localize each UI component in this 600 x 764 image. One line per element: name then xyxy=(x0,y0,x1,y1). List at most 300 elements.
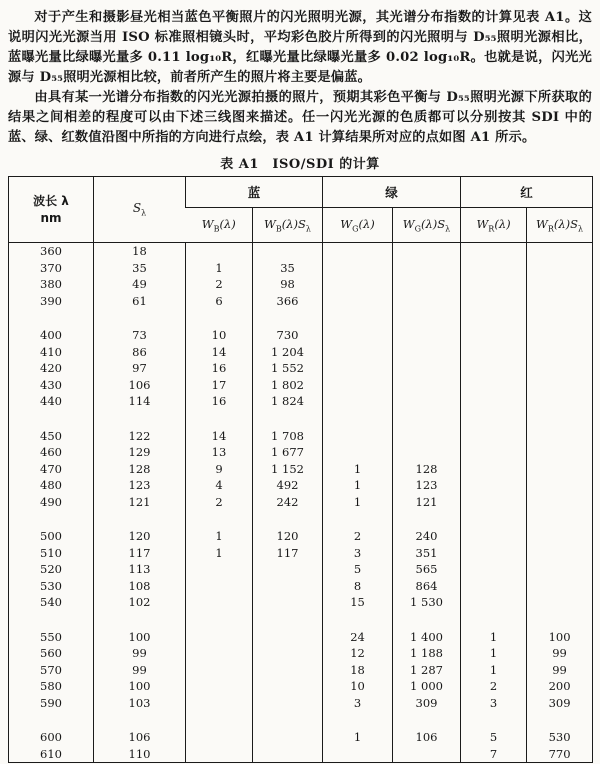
table-cell: 123 xyxy=(94,477,186,494)
table-cell: 380 xyxy=(40,277,62,292)
table-cell: 1 xyxy=(323,461,393,478)
table-cell: 99 xyxy=(94,662,186,679)
table-cell xyxy=(527,578,593,595)
table-cell xyxy=(393,327,461,344)
table-cell: 5 xyxy=(323,561,393,578)
table-row xyxy=(9,344,593,361)
table-cell xyxy=(393,444,461,461)
table-row xyxy=(9,428,593,445)
table-cell xyxy=(94,611,186,629)
table-cell: 3 xyxy=(323,695,393,712)
table-cell: 106 xyxy=(393,729,461,746)
table-cell: 113 xyxy=(94,561,186,578)
column-header: $W_B(\lambda)$ xyxy=(186,208,253,243)
table-cell: 610 xyxy=(40,746,62,761)
table-body xyxy=(9,243,593,763)
table-cell: 1 xyxy=(461,629,527,646)
blue-group-header: 蓝 xyxy=(186,177,323,208)
table-cell xyxy=(186,662,253,679)
table-row xyxy=(9,629,593,646)
table-cell: 1 824 xyxy=(253,393,323,410)
table-cell xyxy=(527,494,593,511)
column-header: $W_R(\lambda)S_\lambda$ xyxy=(527,208,593,243)
table-cell xyxy=(393,746,461,763)
table-cell: 13 xyxy=(186,444,253,461)
table-cell xyxy=(253,711,323,729)
table-cell: 1 188 xyxy=(393,645,461,662)
table-row xyxy=(9,578,593,595)
table-cell xyxy=(9,309,94,327)
table-cell: 2 xyxy=(323,528,393,545)
table-cell: 200 xyxy=(527,678,593,695)
table-cell xyxy=(527,545,593,562)
table-row xyxy=(9,729,593,746)
table-cell xyxy=(461,309,527,327)
table-cell: 117 xyxy=(94,545,186,562)
table-cell: 108 xyxy=(94,578,186,595)
table-cell xyxy=(253,695,323,712)
table-cell: 430 xyxy=(40,377,62,392)
table-cell xyxy=(186,578,253,595)
wavelength-header-label: 波长 λ xyxy=(33,193,69,208)
table-cell xyxy=(323,611,393,629)
table-cell: 24 xyxy=(323,629,393,646)
table-cell: 16 xyxy=(186,360,253,377)
table-cell xyxy=(323,711,393,729)
table-cell: 5 xyxy=(461,729,527,746)
table-cell xyxy=(461,393,527,410)
table-cell xyxy=(527,594,593,611)
table-cell: 14 xyxy=(186,344,253,361)
table-cell: 410 xyxy=(40,344,62,359)
table-cell xyxy=(186,309,253,327)
table-row xyxy=(9,276,593,293)
table-cell xyxy=(393,243,461,260)
table-row-separator xyxy=(9,711,593,729)
table-cell: 730 xyxy=(253,327,323,344)
table-cell: 128 xyxy=(94,461,186,478)
table-cell: 10 xyxy=(323,678,393,695)
table-cell: 1 677 xyxy=(253,444,323,461)
table-cell xyxy=(253,662,323,679)
table-cell xyxy=(461,545,527,562)
table-row xyxy=(9,594,593,611)
table-cell xyxy=(323,444,393,461)
table-cell xyxy=(9,711,94,729)
table-cell xyxy=(393,260,461,277)
table-row xyxy=(9,393,593,410)
table-cell xyxy=(393,360,461,377)
table-cell: 520 xyxy=(40,562,62,577)
paragraph-2: 由具有某一光谱分布指数的闪光光源拍摄的照片，预期其彩色平衡与 D₅₅照明光源下所获取的结果之间相差的程度可以由下述三线图来描述。任一闪光光源的色质都可以分别按其 SDI 中的蓝、绿、红数值沿图中所指的方向进行点绘，表 A1 计算结果所对应的点如图 A1 所示。 xyxy=(8,90,592,145)
table-cell: 49 xyxy=(94,276,186,293)
table-cell: 1 xyxy=(323,494,393,511)
table-cell: 121 xyxy=(393,494,461,511)
table-cell xyxy=(527,276,593,293)
table-cell: 351 xyxy=(393,545,461,562)
table-cell xyxy=(186,410,253,428)
table-cell xyxy=(461,578,527,595)
table-cell xyxy=(323,260,393,277)
table-cell: 103 xyxy=(94,695,186,712)
table-cell xyxy=(9,410,94,428)
table-cell: 1 287 xyxy=(393,662,461,679)
table-cell: 114 xyxy=(94,393,186,410)
table-cell: 110 xyxy=(94,746,186,763)
table-row xyxy=(9,494,593,511)
table-cell xyxy=(527,293,593,310)
table-cell xyxy=(253,578,323,595)
table-row xyxy=(9,678,593,695)
table-cell xyxy=(527,428,593,445)
table-cell: 122 xyxy=(94,428,186,445)
table-cell: 15 xyxy=(323,594,393,611)
table-cell: 8 xyxy=(323,578,393,595)
table-row-separator xyxy=(9,309,593,327)
table-cell: 480 xyxy=(40,478,62,493)
table-cell xyxy=(253,678,323,695)
table-cell xyxy=(527,309,593,327)
table-cell: 106 xyxy=(94,377,186,394)
table-cell: 18 xyxy=(323,662,393,679)
table-cell xyxy=(527,461,593,478)
table-cell xyxy=(393,611,461,629)
table-cell: 61 xyxy=(94,293,186,310)
table-cell xyxy=(461,444,527,461)
table-cell xyxy=(186,695,253,712)
table-cell: 460 xyxy=(40,445,62,460)
table-cell xyxy=(323,276,393,293)
table-cell xyxy=(461,477,527,494)
table-cell: 1 xyxy=(323,477,393,494)
table-cell: 470 xyxy=(40,461,62,476)
table-cell xyxy=(186,611,253,629)
table-cell: 102 xyxy=(94,594,186,611)
group-header-row xyxy=(9,177,593,208)
table-cell: 390 xyxy=(40,293,62,308)
table-row xyxy=(9,545,593,562)
table-cell xyxy=(186,629,253,646)
table-cell xyxy=(9,510,94,528)
table-cell xyxy=(253,510,323,528)
table-cell xyxy=(461,260,527,277)
table-cell: 35 xyxy=(94,260,186,277)
table-cell xyxy=(393,377,461,394)
table-row xyxy=(9,477,593,494)
table-cell: 3 xyxy=(461,695,527,712)
table-cell: 9 xyxy=(186,461,253,478)
table-cell xyxy=(461,360,527,377)
table-cell: 100 xyxy=(94,629,186,646)
table-row xyxy=(9,662,593,679)
table-cell xyxy=(323,393,393,410)
table-cell: 309 xyxy=(393,695,461,712)
table-cell xyxy=(461,428,527,445)
table-cell: 86 xyxy=(94,344,186,361)
table-cell xyxy=(393,428,461,445)
table-cell: 366 xyxy=(253,293,323,310)
table-cell xyxy=(461,528,527,545)
table-cell: 510 xyxy=(40,545,62,560)
table-cell: 1 xyxy=(186,260,253,277)
table-cell: 121 xyxy=(94,494,186,511)
table-cell xyxy=(461,410,527,428)
table-cell: 3 xyxy=(323,545,393,562)
table-row xyxy=(9,528,593,545)
table-cell: 128 xyxy=(393,461,461,478)
table-cell xyxy=(393,393,461,410)
table-cell: 99 xyxy=(527,662,593,679)
table-row xyxy=(9,695,593,712)
spectral-power-header xyxy=(94,177,186,243)
table-cell xyxy=(253,309,323,327)
table-cell: 450 xyxy=(40,428,62,443)
table-cell: 2 xyxy=(186,494,253,511)
table-cell xyxy=(186,510,253,528)
table-cell xyxy=(461,510,527,528)
table-cell xyxy=(393,293,461,310)
table-cell: 550 xyxy=(40,629,62,644)
table-cell xyxy=(461,243,527,260)
wavelength-header xyxy=(9,177,94,243)
table-cell xyxy=(527,528,593,545)
table-cell: 560 xyxy=(40,646,62,661)
table-cell: 73 xyxy=(94,327,186,344)
table-cell xyxy=(323,510,393,528)
table-cell xyxy=(323,360,393,377)
table-cell xyxy=(461,377,527,394)
table-cell: 864 xyxy=(393,578,461,595)
table-cell: 370 xyxy=(40,260,62,275)
table-cell: 2 xyxy=(461,678,527,695)
table-row xyxy=(9,746,593,763)
table-cell xyxy=(461,611,527,629)
table-cell xyxy=(323,377,393,394)
table-cell xyxy=(527,243,593,260)
table-cell xyxy=(94,711,186,729)
table-cell xyxy=(253,243,323,260)
table-cell xyxy=(253,629,323,646)
table-row xyxy=(9,327,593,344)
table-cell xyxy=(527,393,593,410)
table-cell xyxy=(253,729,323,746)
table-cell xyxy=(253,410,323,428)
table-cell xyxy=(253,561,323,578)
table-cell xyxy=(94,510,186,528)
table-cell: 10 xyxy=(186,327,253,344)
s-symbol: S xyxy=(132,201,142,216)
table-header xyxy=(9,177,593,243)
table-cell xyxy=(527,377,593,394)
table-cell: 1 xyxy=(461,645,527,662)
table-cell: 18 xyxy=(94,243,186,260)
table-cell: 98 xyxy=(253,276,323,293)
table-cell xyxy=(323,293,393,310)
table-row xyxy=(9,293,593,310)
table-cell xyxy=(253,746,323,763)
table-cell xyxy=(253,594,323,611)
s-subscript: λ xyxy=(141,208,147,218)
table-cell: 14 xyxy=(186,428,253,445)
table-cell: 540 xyxy=(40,595,62,610)
table-row xyxy=(9,645,593,662)
table-cell: 770 xyxy=(527,746,593,763)
table-cell xyxy=(527,260,593,277)
table-cell xyxy=(94,410,186,428)
table-cell: 580 xyxy=(40,679,62,694)
table-row xyxy=(9,377,593,394)
table-cell: 242 xyxy=(253,494,323,511)
table-cell: 1 xyxy=(186,528,253,545)
table-row-separator xyxy=(9,410,593,428)
table-cell xyxy=(323,243,393,260)
table-cell xyxy=(461,276,527,293)
table-cell: 100 xyxy=(94,678,186,695)
table-cell xyxy=(186,561,253,578)
column-header: $W_R(\lambda)$ xyxy=(461,208,527,243)
table-cell xyxy=(527,327,593,344)
table-cell: 7 xyxy=(461,746,527,763)
table-cell xyxy=(186,678,253,695)
table-cell xyxy=(393,510,461,528)
table-row xyxy=(9,260,593,277)
table-cell: 123 xyxy=(393,477,461,494)
table-cell: 1 204 xyxy=(253,344,323,361)
table-cell xyxy=(461,594,527,611)
table-cell xyxy=(393,344,461,361)
table-cell: 12 xyxy=(323,645,393,662)
green-group-header: 绿 xyxy=(323,177,461,208)
table-cell: 490 xyxy=(40,494,62,509)
table-cell: 1 xyxy=(323,729,393,746)
iso-sdi-table xyxy=(8,176,593,763)
table-cell xyxy=(94,309,186,327)
table-cell xyxy=(461,711,527,729)
table-row xyxy=(9,561,593,578)
table-cell xyxy=(186,645,253,662)
paragraph-1: 对于产生和摄影昼光相当蓝色平衡照片的闪光照明光源，其光谱分布指数的计算见表 A1。这说明闪光光源当用 ISO 标准照相镜头时，平均彩色胶片所得到的闪光照明与 D₅₅照明光源相比，蓝曝光量比绿曝光量多 0.11 log₁₀R，红曝光量比绿曝光量多 0.02 log₁₀R。也就是说，闪光光源与 D₅₅照明光源相比较，前者所产生的照片将主要是偏蓝。 xyxy=(8,10,592,85)
table-cell xyxy=(393,711,461,729)
table-cell xyxy=(461,494,527,511)
table-cell xyxy=(461,344,527,361)
table-cell xyxy=(527,410,593,428)
table-cell: 1 000 xyxy=(393,678,461,695)
table-row-separator xyxy=(9,611,593,629)
column-header: $W_G(\lambda)S_\lambda$ xyxy=(393,208,461,243)
table-cell: 1 152 xyxy=(253,461,323,478)
table-cell: 1 400 xyxy=(393,629,461,646)
table-row-separator xyxy=(9,510,593,528)
table-cell xyxy=(527,711,593,729)
table-cell xyxy=(393,276,461,293)
table-cell: 420 xyxy=(40,361,62,376)
table-cell xyxy=(527,611,593,629)
table-cell xyxy=(323,327,393,344)
table-cell: 360 xyxy=(40,244,62,259)
table-cell: 1 708 xyxy=(253,428,323,445)
table-cell xyxy=(186,594,253,611)
table-cell xyxy=(393,309,461,327)
table-cell: 129 xyxy=(94,444,186,461)
table-cell: 600 xyxy=(40,730,62,745)
table-cell: 97 xyxy=(94,360,186,377)
red-group-header: 红 xyxy=(461,177,593,208)
table-cell xyxy=(9,611,94,629)
table-cell: 309 xyxy=(527,695,593,712)
table-cell xyxy=(186,729,253,746)
table-caption: 表 A1 ISO/SDI 的计算 xyxy=(220,157,380,172)
table-cell: 100 xyxy=(527,629,593,646)
table-cell: 400 xyxy=(40,328,62,343)
table-cell xyxy=(186,746,253,763)
table-cell xyxy=(323,410,393,428)
table-cell xyxy=(253,645,323,662)
table-row xyxy=(9,444,593,461)
table-cell: 2 xyxy=(186,276,253,293)
table-cell: 17 xyxy=(186,377,253,394)
table-cell: 16 xyxy=(186,393,253,410)
table-row xyxy=(9,360,593,377)
table-cell xyxy=(461,461,527,478)
table-cell xyxy=(461,293,527,310)
table-cell: 440 xyxy=(40,394,62,409)
table-cell xyxy=(393,410,461,428)
table-cell: 6 xyxy=(186,293,253,310)
table-row xyxy=(9,243,593,260)
table-cell: 1 xyxy=(186,545,253,562)
table-row xyxy=(9,461,593,478)
table-cell: 530 xyxy=(527,729,593,746)
table-cell: 120 xyxy=(253,528,323,545)
table-cell: 492 xyxy=(253,477,323,494)
table-cell xyxy=(461,561,527,578)
table-cell: 1 802 xyxy=(253,377,323,394)
table-cell: 1 xyxy=(461,662,527,679)
table-cell xyxy=(323,746,393,763)
table-cell: 240 xyxy=(393,528,461,545)
table-cell: 590 xyxy=(40,695,62,710)
table-cell: 99 xyxy=(94,645,186,662)
table-cell: 35 xyxy=(253,260,323,277)
table-cell: 120 xyxy=(94,528,186,545)
table-cell xyxy=(527,360,593,377)
table-cell xyxy=(527,477,593,494)
table-cell: 1 552 xyxy=(253,360,323,377)
table-cell xyxy=(253,611,323,629)
table-cell: 99 xyxy=(527,645,593,662)
table-cell: 4 xyxy=(186,477,253,494)
table-cell xyxy=(323,428,393,445)
table-cell: 106 xyxy=(94,729,186,746)
table-cell xyxy=(461,327,527,344)
table-cell xyxy=(527,561,593,578)
table-cell: 565 xyxy=(393,561,461,578)
column-header: $W_B(\lambda)S_\lambda$ xyxy=(253,208,323,243)
table-cell xyxy=(186,711,253,729)
table-cell xyxy=(527,510,593,528)
table-cell: 530 xyxy=(40,578,62,593)
table-cell xyxy=(186,243,253,260)
table-cell xyxy=(323,309,393,327)
table-cell: 500 xyxy=(40,529,62,544)
table-cell xyxy=(323,344,393,361)
table-cell: 117 xyxy=(253,545,323,562)
table-cell xyxy=(527,444,593,461)
wavelength-unit-label: nm xyxy=(40,210,62,225)
column-header: $W_G(\lambda)$ xyxy=(323,208,393,243)
table-cell: 1 530 xyxy=(393,594,461,611)
table-cell xyxy=(527,344,593,361)
